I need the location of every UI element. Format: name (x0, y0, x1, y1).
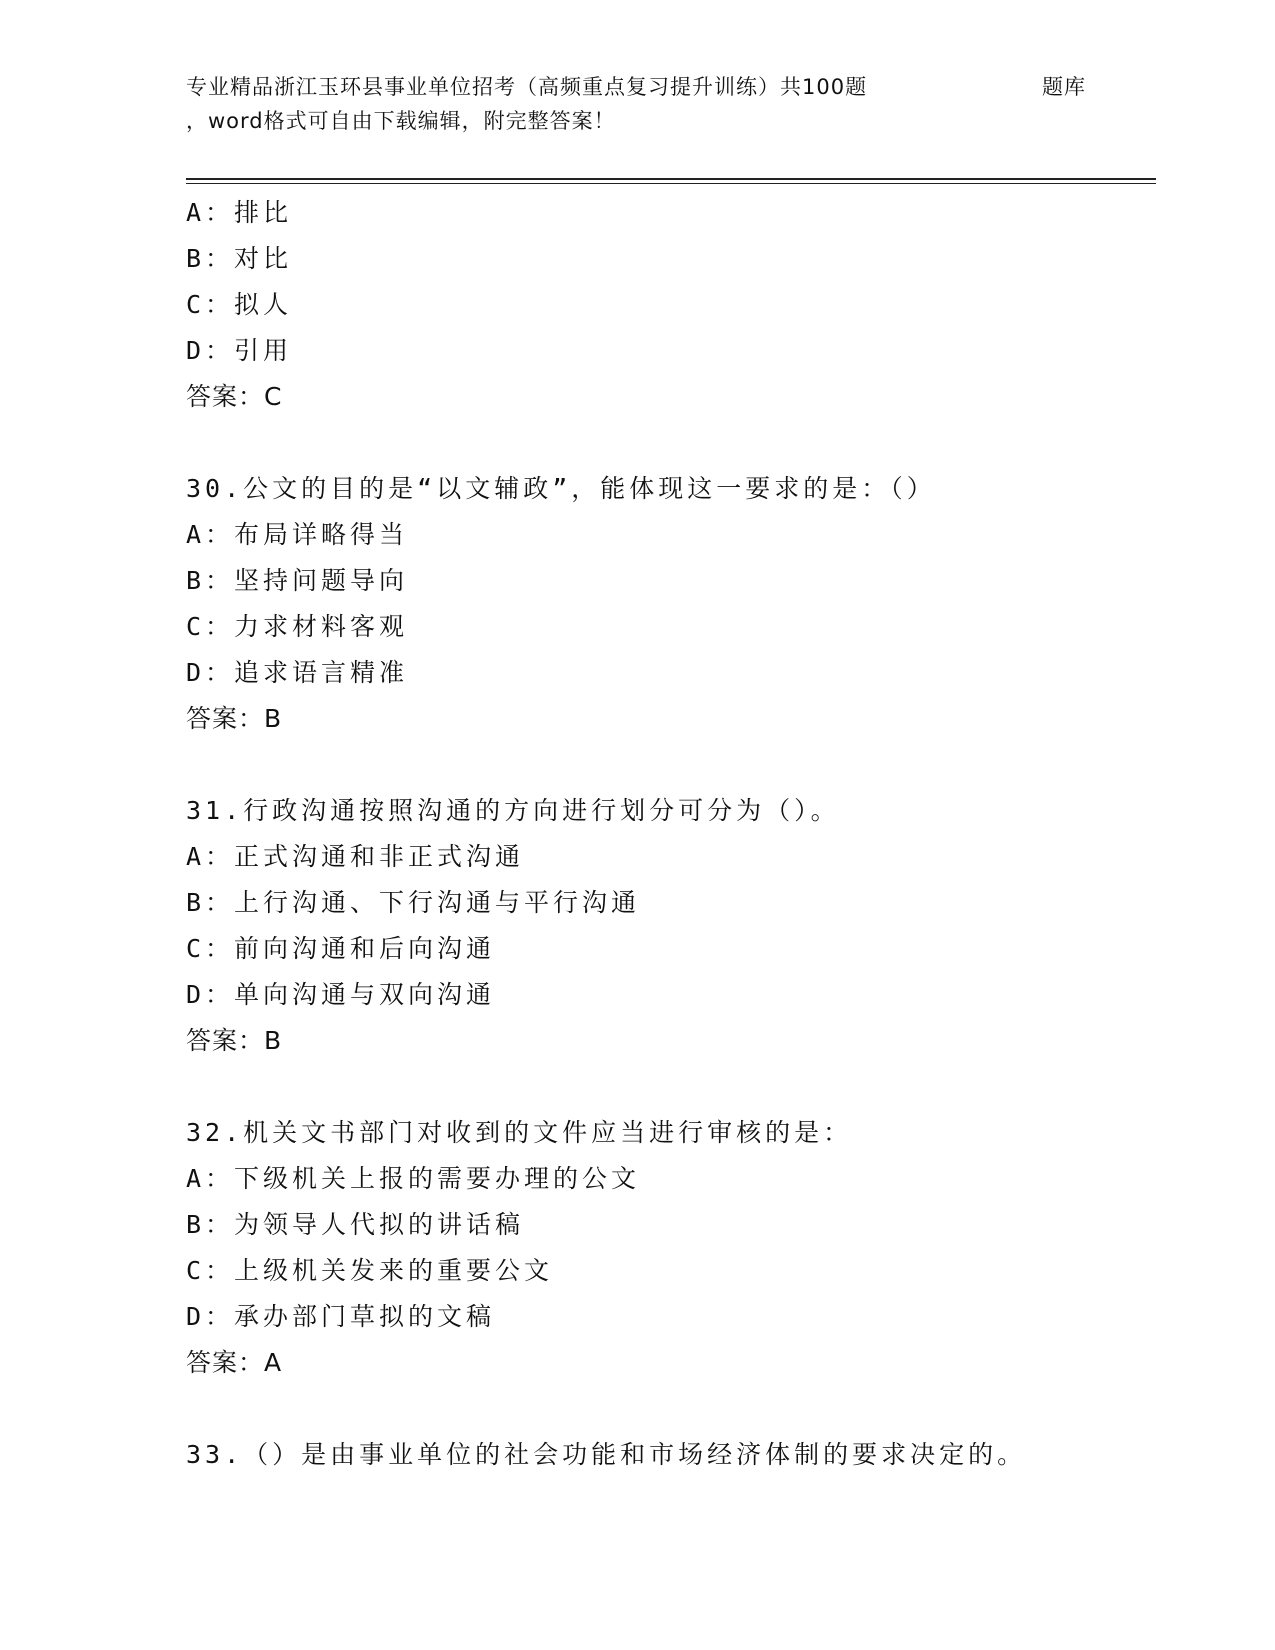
answer: 答案：B (186, 704, 283, 733)
option-a: A：布局详略得当 (186, 520, 409, 549)
header-divider-thin (186, 183, 1156, 184)
option-b: B：为领导人代拟的讲话稿 (186, 1210, 525, 1239)
spacer (186, 1386, 1146, 1432)
spacer (186, 1064, 1146, 1110)
answer: 答案：C (186, 382, 283, 411)
spacer (186, 420, 1146, 466)
option-a: A：排比 (186, 198, 293, 227)
option-b: B：对比 (186, 244, 293, 273)
option-c: C：拟人 (186, 290, 293, 319)
header-line-1 (186, 70, 1086, 104)
option-c: C：前向沟通和后向沟通 (186, 934, 496, 963)
page-header (186, 70, 1146, 138)
option-b: B：上行沟通、下行沟通与平行沟通 (186, 888, 641, 917)
option-a: A：正式沟通和非正式沟通 (186, 842, 525, 871)
option-c: C：上级机关发来的重要公文 (186, 1256, 554, 1285)
option-b: B：坚持问题导向 (186, 566, 409, 595)
answer: 答案：B (186, 1026, 283, 1055)
option-a: A：下级机关上报的需要办理的公文 (186, 1164, 641, 1193)
header-divider (186, 178, 1156, 180)
document-subtitle: ，word格式可自由下载编辑，附完整答案！ (186, 109, 616, 133)
question-stem: 31.行政沟通按照沟通的方向进行划分可分为（）。 (186, 796, 840, 825)
question-stem: 33.（）是由事业单位的社会功能和市场经济体制的要求决定的。 (186, 1440, 1027, 1469)
option-d: D：追求语言精准 (186, 658, 409, 687)
option-c: C：力求材料客观 (186, 612, 409, 641)
option-d: D：单向沟通与双向沟通 (186, 980, 496, 1009)
question-stem: 32.机关文书部门对收到的文件应当进行审核的是： (186, 1118, 853, 1147)
question-list (186, 190, 1146, 1478)
answer: 答案：A (186, 1348, 283, 1377)
question-stem: 30.公文的目的是“以文辅政”，能体现这一要求的是：（） (186, 474, 936, 503)
spacer (186, 742, 1146, 788)
document-title: 专业精品浙江玉环县事业单位招考（高频重点复习提升训练）共100题 (186, 75, 868, 99)
option-d: D：承办部门草拟的文稿 (186, 1302, 496, 1331)
header-tag: 题库 (1042, 75, 1086, 99)
option-d: D：引用 (186, 336, 293, 365)
